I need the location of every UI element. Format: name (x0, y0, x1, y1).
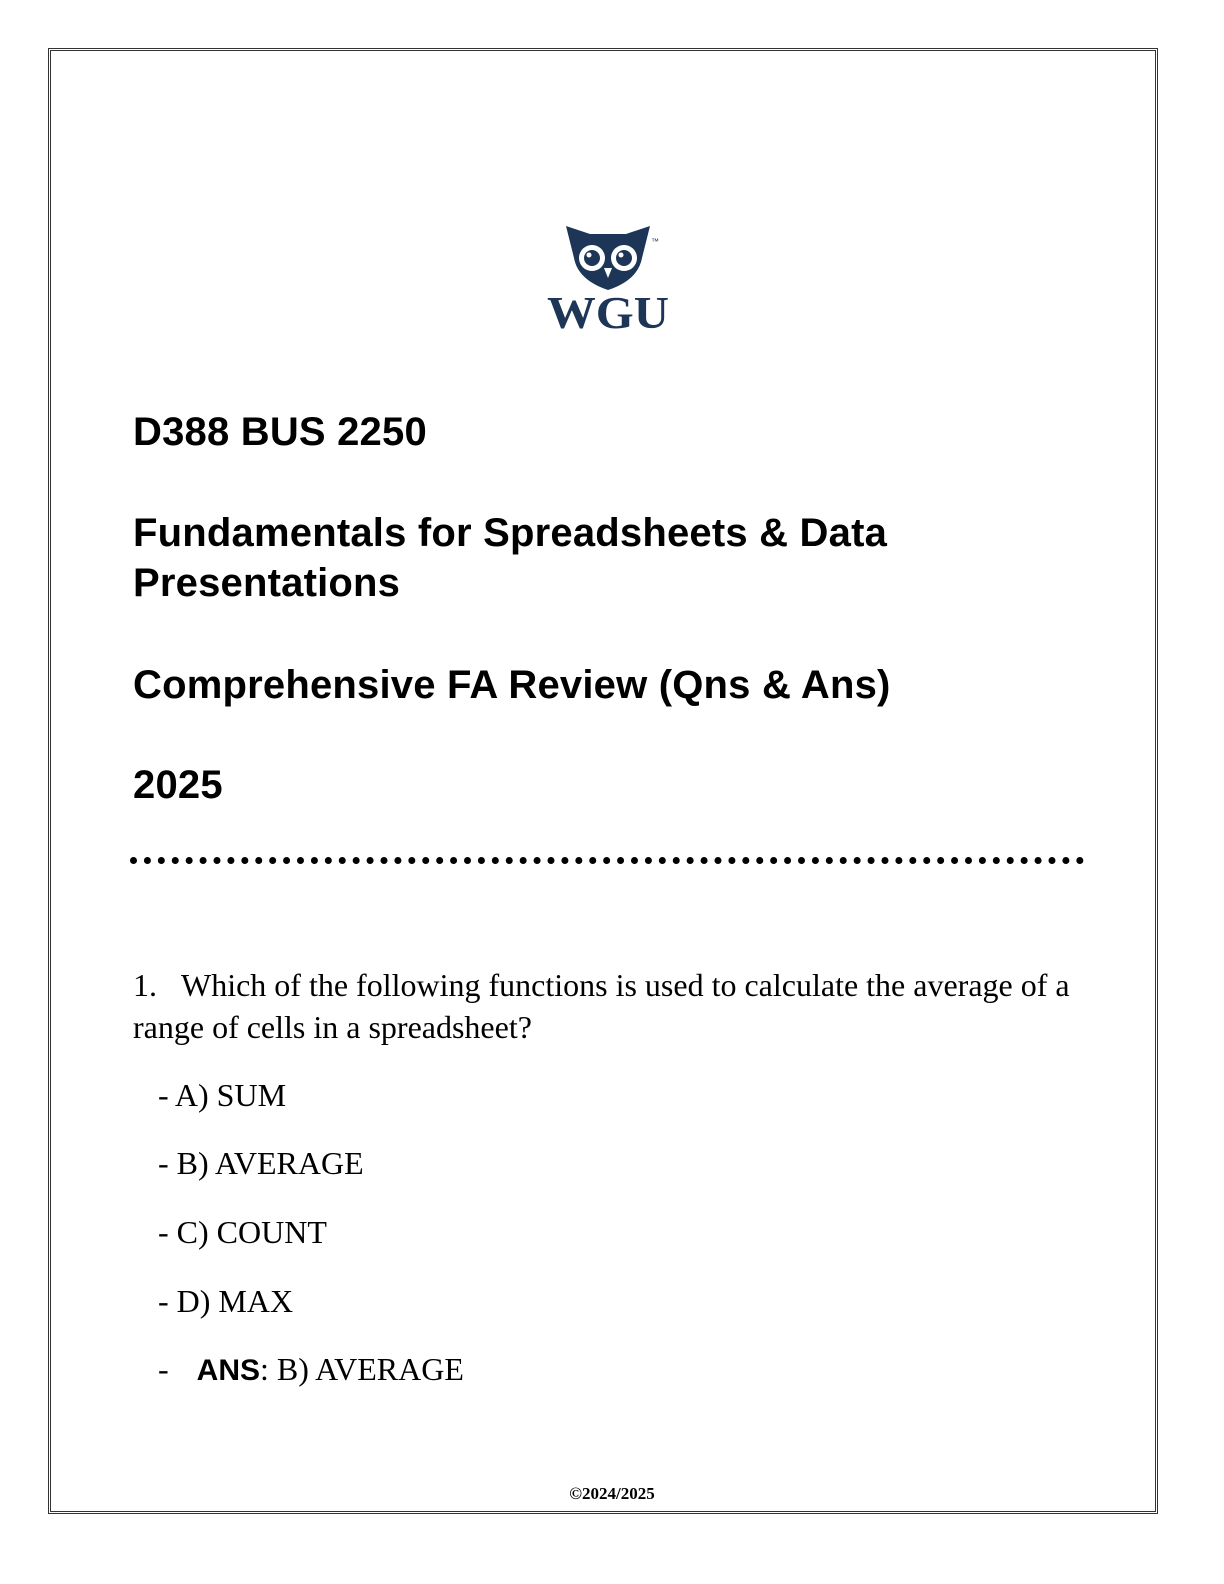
option-d: - D) MAX (158, 1283, 294, 1319)
answer-dash: - (158, 1351, 169, 1387)
owl-head-icon (566, 226, 650, 290)
document-year: 2025 (133, 763, 223, 807)
answer-label: ANS (196, 1354, 260, 1387)
question-1 (133, 964, 1073, 1048)
question-number: 1. (133, 967, 157, 1003)
option-b: - B) AVERAGE (158, 1145, 364, 1181)
course-title: Fundamentals for Spreadsheets & Data Presentations (133, 511, 888, 605)
course-code: D388 BUS 2250 (133, 410, 427, 454)
logo-wordmark: WGU (547, 287, 669, 338)
option-c: - C) COUNT (158, 1214, 327, 1250)
question-text: Which of the following functions is used to calculate the average of a range of cells in a spreadsheet? (133, 967, 1070, 1045)
trademark-mark: ™ (651, 237, 659, 246)
answer-value: : B) AVERAGE (260, 1351, 464, 1387)
dotted-divider (130, 857, 1084, 864)
option-a: - A) SUM (158, 1077, 287, 1113)
copyright-footer: ©2024/2025 (569, 1484, 655, 1503)
answer-line (158, 1349, 464, 1391)
review-title: Comprehensive FA Review (Qns & Ans) (133, 663, 891, 707)
wgu-owl-logo (538, 214, 678, 344)
